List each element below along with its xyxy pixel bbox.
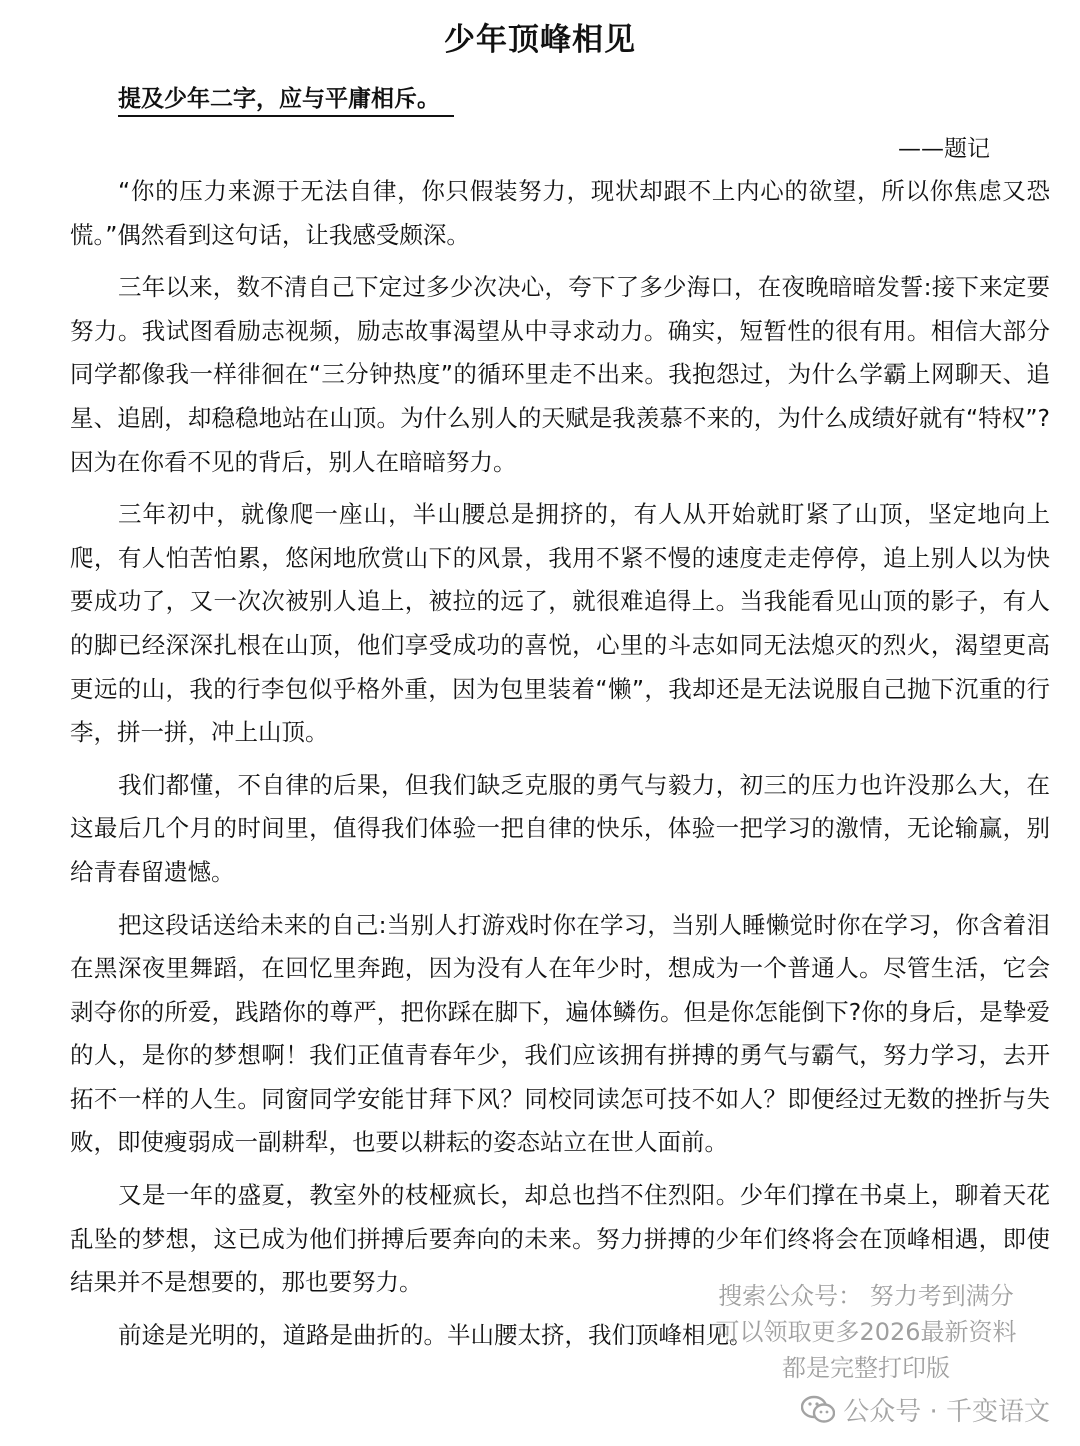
wechat-icon — [801, 1395, 835, 1425]
paragraph-6: 又是一年的盛夏，教室外的枝桠疯长，却总也挡不住烈阳。少年们撑在书桌上，聊着天花乱坠的梦想，这已成为他们拼搏后要奔向的未来。努力拼搏的少年们终将会在顶峰相遇，即使结果并不是想要的，那也要努力。 — [70, 1181, 1050, 1297]
wechat-account-label: 公众号 · 千变语文 — [843, 1397, 1050, 1427]
paragraph-1: “你的压力来源于无法自律，你只假装努力，现状却跟不上内心的欲望，所以你焦虑又恐慌。”偶然看到这句话，让我感受颇深。 — [70, 177, 1050, 249]
epigraph: 提及少年二字，应与平庸相斥。 — [118, 80, 454, 117]
page-title: 少年顶峰相见 — [444, 22, 636, 58]
paragraph-5: 把这段话送给未来的自己:当别人打游戏时你在学习，当别人睡懒觉时你在学习，你含着泪在黑深夜里舞蹈，在回忆里奔跑，因为没有人在年少时，想成为一个普通人。尽管生活，它会剥夺你的所爱，践踏你的尊严，把你踩在脚下，遍体鳞伤。但是你怎能倒下?你的身后，是挚爱的人，是你的梦想啊！我们正值青春年少，我们应该拥有拼搏的勇气与霸气，努力学习，去开拓不一样的人生。同窗同学安能甘拜下风？同校同读怎可技不如人？即便经过无数的挫折与失败，即使瘦弱成一副耕犁，也要以耕耘的姿态站立在世人面前。 — [70, 910, 1050, 1157]
watermark-line-2: 可以领取更多2026最新资料 — [715, 1318, 1017, 1346]
article-body — [70, 170, 1050, 1366]
paragraph-2: 三年以来，数不清自己下定过多少次决心，夸下了多少海口，在夜晚暗暗发誓:接下来定要努力。我试图看励志视频，励志故事渴望从中寻求动力。确实，短暂性的很有用。相信大部分同学都像我一样徘徊在“三分钟热度”的循环里走不出来。我抱怨过，为什么学霸上网聊天、追星、追剧，却稳稳地站在山顶。为什么别人的天赋是我羡慕不来的，为什么成绩好就有“特权”?因为在你看不见的背后，别人在暗暗努力。 — [70, 273, 1050, 476]
paragraph-4: 我们都懂，不自律的后果，但我们缺乏克服的勇气与毅力，初三的压力也许没那么大，在这最后几个月的时间里，值得我们体验一把自律的快乐，体验一把学习的激情，无论输赢，别给青春留遗憾。 — [70, 770, 1050, 886]
watermark-line-1: 搜索公众号： 努力考到满分 — [718, 1282, 1014, 1310]
paragraph-7: 前途是光明的，道路是曲折的。半山腰太挤，我们顶峰相见。 — [118, 1320, 753, 1349]
watermark-line-3: 都是完整打印版 — [782, 1354, 950, 1382]
wechat-account-badge — [801, 1391, 1050, 1428]
epigraph-signature: ——题记 — [898, 136, 990, 162]
paragraph-3: 三年初中，就像爬一座山，半山腰总是拥挤的，有人从开始就盯紧了山顶，坚定地向上爬，有人怕苦怕累，悠闲地欣赏山下的风景，我用不紧不慢的速度走走停停，追上别人以为快要成功了，又一次次被别人追上，被拉的远了，就很难追得上。当我能看见山顶的影子，有人的脚已经深深扎根在山顶，他们享受成功的喜悦，心里的斗志如同无法熄灭的烈火，渴望更高更远的山，我的行李包似乎格外重，因为包里装着“懒”，我却还是无法说服自己抛下沉重的行李，拼一拼，冲上山顶。 — [70, 500, 1050, 747]
